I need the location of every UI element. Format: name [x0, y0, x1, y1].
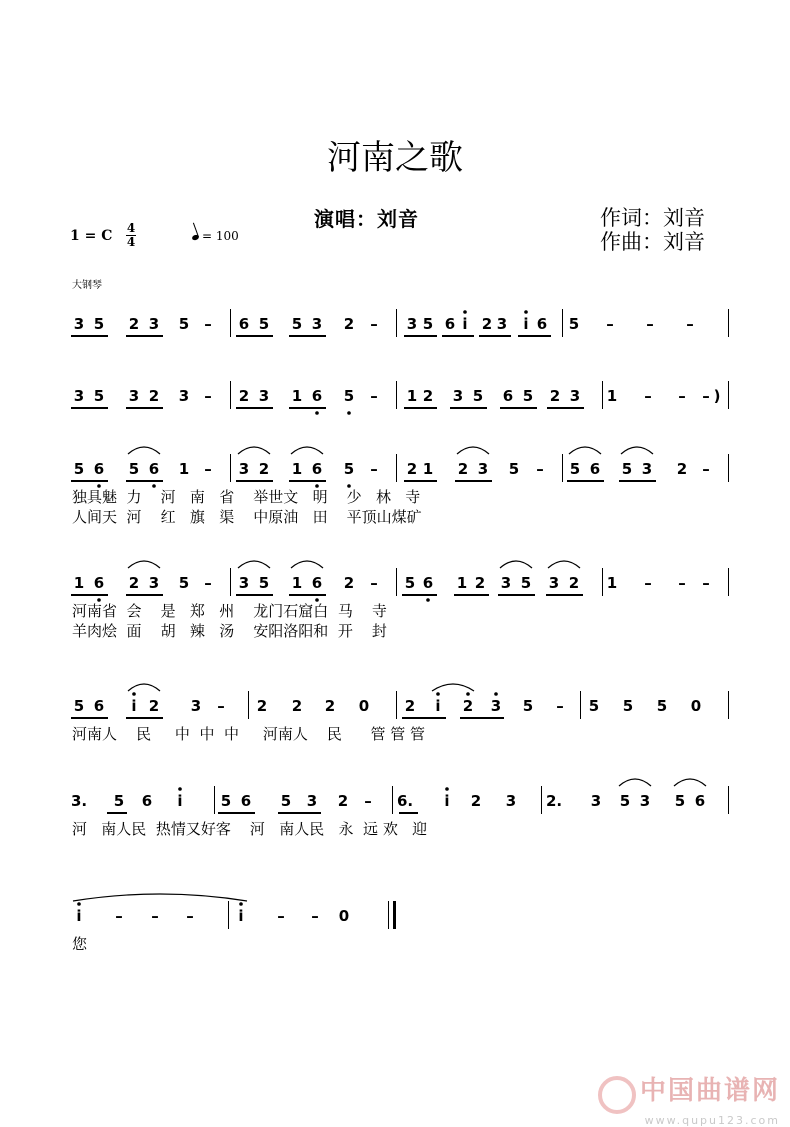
lyric-line: 羊肉烩 面 胡 辣 汤 安阳洛阳和 开 封	[72, 622, 387, 640]
note: –	[606, 315, 614, 333]
note: 3	[590, 792, 602, 810]
note: –	[370, 387, 378, 405]
note: 6	[536, 315, 548, 333]
bar-line	[396, 691, 397, 719]
note: 6	[240, 792, 252, 810]
octave-dot-above	[239, 902, 243, 906]
tie-arc	[457, 447, 489, 454]
quarter-note-icon	[191, 234, 199, 241]
note: –	[644, 387, 652, 405]
time-signature-bottom: 4	[126, 235, 136, 249]
note: 5	[522, 387, 534, 405]
note: 6	[311, 574, 323, 592]
note: 6	[93, 697, 105, 715]
note: –	[204, 574, 212, 592]
note: 6	[589, 460, 601, 478]
bar-line	[580, 691, 581, 719]
note: 2	[148, 387, 160, 405]
note: 6.	[397, 792, 414, 810]
note: 1	[456, 574, 468, 592]
tie-arc	[128, 684, 160, 691]
bar-line	[602, 381, 603, 409]
note: 5	[113, 792, 125, 810]
note: 5	[656, 697, 668, 715]
singer-credit: 演唱：刘音	[314, 207, 419, 231]
note: 6	[148, 460, 160, 478]
note: 5	[93, 387, 105, 405]
note: 3	[148, 574, 160, 592]
note: 5	[220, 792, 232, 810]
note: i	[177, 792, 183, 810]
note: 5	[258, 315, 270, 333]
note: 3	[477, 460, 489, 478]
note: 5	[522, 697, 534, 715]
note: –	[702, 574, 710, 592]
note: 2	[481, 315, 493, 333]
watermark-url: www.qupu123.com	[644, 1113, 780, 1127]
bar-line	[230, 568, 231, 596]
tie-arc	[674, 779, 706, 786]
note: i	[131, 697, 137, 715]
bar-line	[728, 309, 729, 337]
bar-line	[562, 454, 563, 482]
note: i	[435, 697, 441, 715]
note: 2.	[546, 792, 563, 810]
note: 5	[508, 460, 520, 478]
octave-dot-above	[466, 692, 470, 696]
logo-icon	[598, 1076, 636, 1114]
bar-line	[396, 309, 397, 337]
note: 1	[606, 574, 618, 592]
bar-line	[230, 381, 231, 409]
note: 2	[457, 460, 469, 478]
bar-line	[562, 309, 563, 337]
note: 5	[674, 792, 686, 810]
note: –	[204, 315, 212, 333]
note: –	[204, 460, 212, 478]
note: 3	[178, 387, 190, 405]
note: –	[204, 387, 212, 405]
note: –	[702, 460, 710, 478]
note: –	[370, 460, 378, 478]
note: 5	[128, 460, 140, 478]
watermark-logo	[598, 1070, 780, 1127]
bar-line	[228, 901, 229, 929]
note: 5	[291, 315, 303, 333]
note: 5	[343, 387, 355, 405]
note: 2	[148, 697, 160, 715]
note: 5	[73, 697, 85, 715]
note: –	[536, 460, 544, 478]
note: 5	[343, 460, 355, 478]
note: 6	[422, 574, 434, 592]
note: 1	[291, 460, 303, 478]
note: –	[686, 315, 694, 333]
note: 5	[258, 574, 270, 592]
octave-dot-above	[178, 787, 182, 791]
note: 3	[258, 387, 270, 405]
note: 1	[406, 387, 418, 405]
tie-arc	[291, 447, 323, 454]
note: 6	[238, 315, 250, 333]
note: 5	[621, 460, 633, 478]
octave-dot-above	[77, 902, 81, 906]
note: –	[186, 907, 194, 925]
bar-line	[728, 786, 729, 814]
tie-arc	[569, 447, 601, 454]
note: 5	[178, 315, 190, 333]
bar-line	[396, 381, 397, 409]
bar-line	[214, 786, 215, 814]
note: 2	[474, 574, 486, 592]
octave-dot-above	[445, 787, 449, 791]
note: 1	[178, 460, 190, 478]
note: 5	[472, 387, 484, 405]
note: 3	[639, 792, 651, 810]
note: –	[678, 574, 686, 592]
bar-line	[230, 454, 231, 482]
note: 6	[141, 792, 153, 810]
note: i	[444, 792, 450, 810]
note: 6	[311, 387, 323, 405]
song-title: 河南之歌	[327, 138, 463, 178]
note: 3	[500, 574, 512, 592]
bar-line	[396, 454, 397, 482]
bar-line	[728, 568, 729, 596]
note: 3	[496, 315, 508, 333]
note: i	[523, 315, 529, 333]
note: 5	[280, 792, 292, 810]
tie-arc	[238, 561, 270, 568]
note: –	[370, 574, 378, 592]
tie-arc	[73, 894, 247, 901]
lyric-line: 河 南人民 热情又好客 河 南人民 永 远 欢 迎	[72, 820, 428, 838]
note: 3	[406, 315, 418, 333]
note: i	[76, 907, 82, 925]
note: 2	[337, 792, 349, 810]
note: 3	[73, 387, 85, 405]
note: 1	[291, 387, 303, 405]
note: 2	[422, 387, 434, 405]
bar-line	[602, 568, 603, 596]
bar-line	[728, 691, 729, 719]
note: –	[646, 315, 654, 333]
note: 2	[238, 387, 250, 405]
bar-line	[728, 381, 729, 409]
note: 2	[462, 697, 474, 715]
bar-line	[392, 786, 393, 814]
note: 3.	[71, 792, 88, 810]
octave-dot-above	[494, 692, 498, 696]
note: 2	[549, 387, 561, 405]
note: 3	[505, 792, 517, 810]
note: 2	[470, 792, 482, 810]
octave-dot-below	[426, 598, 430, 602]
note: 2	[128, 574, 140, 592]
octave-dot-above	[524, 310, 528, 314]
note: –	[364, 792, 372, 810]
note: 3	[238, 460, 250, 478]
watermark-brand: 中国曲谱网	[639, 1076, 780, 1106]
tie-arc	[621, 447, 653, 454]
tempo-marking	[192, 228, 239, 244]
lyric-line: 您	[72, 935, 88, 953]
note: 6	[502, 387, 514, 405]
tie-arc	[619, 779, 651, 786]
note: –	[277, 907, 285, 925]
bar-line	[396, 568, 397, 596]
octave-dot-above	[463, 310, 467, 314]
bar-line	[728, 454, 729, 482]
note: 5	[619, 792, 631, 810]
note: 5	[569, 460, 581, 478]
lyric-line: 人间天 河 红 旗 渠 中原油 田 平顶山煤矿	[72, 508, 422, 526]
note: 3	[190, 697, 202, 715]
note: i	[462, 315, 468, 333]
note: –	[644, 574, 652, 592]
note: 1	[422, 460, 434, 478]
note: 5	[404, 574, 416, 592]
tie-arc	[128, 447, 160, 454]
note: )	[713, 387, 721, 405]
note: 5	[178, 574, 190, 592]
note: 2	[343, 574, 355, 592]
note: 5	[520, 574, 532, 592]
credits	[600, 206, 705, 254]
tie-arc	[432, 684, 474, 691]
lyricist-credit: 作词：刘音	[600, 206, 705, 230]
composer-credit: 作曲：刘音	[600, 230, 705, 254]
note: 3	[641, 460, 653, 478]
note: 5	[588, 697, 600, 715]
note: 2	[324, 697, 336, 715]
note: 2	[343, 315, 355, 333]
note: 0	[358, 697, 370, 715]
note: 2	[568, 574, 580, 592]
note: 3	[306, 792, 318, 810]
time-signature	[125, 222, 137, 249]
octave-dot-above	[132, 692, 136, 696]
note: 0	[690, 697, 702, 715]
note: –	[217, 697, 225, 715]
note: 2	[676, 460, 688, 478]
note: 6	[444, 315, 456, 333]
note: 6	[694, 792, 706, 810]
note: i	[238, 907, 244, 925]
note: –	[556, 697, 564, 715]
note: –	[311, 907, 319, 925]
time-signature-top: 4	[126, 221, 136, 235]
note: 2	[256, 697, 268, 715]
note: 5	[568, 315, 580, 333]
bar-line	[541, 786, 542, 814]
note: 2	[404, 697, 416, 715]
note: 3	[452, 387, 464, 405]
octave-dot-above	[436, 692, 440, 696]
lyric-line: 独具魅 力 河 南 省 举世文 明 少 林 寺	[72, 488, 421, 506]
lyric-line: 河南人 民 中 中 中 河南人 民 管 管 管	[72, 725, 426, 743]
note: 5	[622, 697, 634, 715]
note: 3	[238, 574, 250, 592]
note: 2	[406, 460, 418, 478]
note: 2	[291, 697, 303, 715]
note: 1	[291, 574, 303, 592]
note: 1	[606, 387, 618, 405]
note: 3	[128, 387, 140, 405]
note: 1	[73, 574, 85, 592]
note: 2	[128, 315, 140, 333]
note: –	[702, 387, 710, 405]
bar-line	[388, 901, 389, 929]
tie-arc	[128, 561, 160, 568]
bar-line	[248, 691, 249, 719]
note: 2	[258, 460, 270, 478]
note: 3	[311, 315, 323, 333]
note: 5	[73, 460, 85, 478]
bar-line	[393, 901, 396, 929]
lyric-line: 河南省 会 是 郑 州 龙门石窟白 马 寺	[72, 602, 387, 620]
note: 3	[148, 315, 160, 333]
octave-dot-below	[315, 411, 319, 415]
tie-arc	[548, 561, 580, 568]
note: 3	[569, 387, 581, 405]
note: 3	[490, 697, 502, 715]
note: 6	[93, 574, 105, 592]
note: –	[678, 387, 686, 405]
note: 5	[93, 315, 105, 333]
note: –	[151, 907, 159, 925]
octave-dot-below	[347, 411, 351, 415]
note: 0	[338, 907, 350, 925]
note: 5	[422, 315, 434, 333]
key-signature: 1 = C	[70, 228, 113, 244]
tie-arc	[500, 561, 532, 568]
note: –	[115, 907, 123, 925]
instrument-label: 大钢琴	[72, 280, 102, 291]
note: 6	[311, 460, 323, 478]
note: 3	[73, 315, 85, 333]
note: –	[370, 315, 378, 333]
bar-line	[230, 309, 231, 337]
tie-arc	[291, 561, 323, 568]
note: 6	[93, 460, 105, 478]
tempo-value: = 100	[202, 229, 239, 243]
tie-arc	[238, 447, 270, 454]
note: 3	[548, 574, 560, 592]
